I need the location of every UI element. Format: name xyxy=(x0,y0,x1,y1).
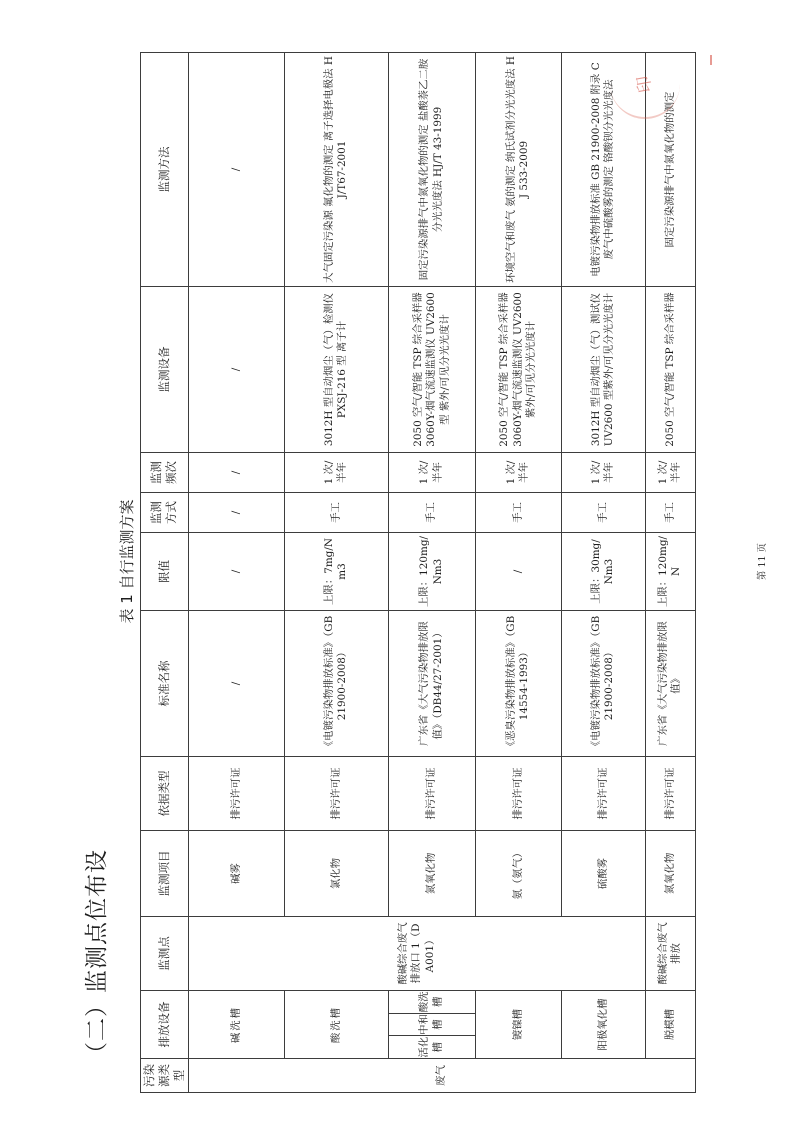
device-cell: / xyxy=(188,287,284,453)
basis-cell: 排污许可证 xyxy=(188,757,284,831)
seal-stamp: 印 xyxy=(610,0,680,119)
mode-cell: 手工 xyxy=(645,493,695,533)
header-point: 监测点 xyxy=(141,917,189,991)
monitoring-point-cell: 酸碱综合废气排放口 1（DA001） xyxy=(188,917,645,991)
header-method: 监测方法 xyxy=(141,53,189,287)
device-cell: 2050 空气/智能 TSP 综合采样器 xyxy=(645,287,695,453)
header-freq: 监测频次 xyxy=(141,453,189,493)
freq-cell: 1 次/半年 xyxy=(645,453,695,493)
header-mode: 监测方式 xyxy=(141,493,189,533)
freq-cell: 1 次/半年 xyxy=(475,453,561,493)
basis-cell: 排污许可证 xyxy=(284,757,388,831)
source-type-cell: 废气 xyxy=(188,1059,695,1093)
header-basis: 依据类型 xyxy=(141,757,189,831)
device-cell: 2050 空气/智能 TSP 综合采样器 3060Y-烟气流速监测仪 UV2600 紫外/可见分光光度计 xyxy=(475,287,561,453)
basis-cell: 排污许可证 xyxy=(388,757,475,831)
basis-cell: 排污许可证 xyxy=(645,757,695,831)
device-cell: 2050 空气/智能 TSP 综合采样器 3060Y-烟气流速监测仪 UV2600 型 紫外/可见分光光度计 xyxy=(388,287,475,453)
equipment-cell: 中和槽 xyxy=(389,1013,475,1036)
monitoring-plan-table xyxy=(140,52,696,1093)
header-device: 监测设备 xyxy=(141,287,189,453)
mode-cell: 手工 xyxy=(475,493,561,533)
freq-cell: 1 次/半年 xyxy=(284,453,388,493)
standard-cell: 《电镀污染物排放标准》（GB 21900-2008） xyxy=(284,611,388,757)
standard-cell: / xyxy=(188,611,284,757)
mode-cell: 手工 xyxy=(388,493,475,533)
equipment-cell: 镀镍槽 xyxy=(475,991,561,1059)
device-cell: 3012H 型自动烟尘（气）测试仪 UV2600 型紫外/可见分光光度计 xyxy=(561,287,645,453)
freq-cell: / xyxy=(188,453,284,493)
item-cell: 硫酸雾 xyxy=(561,831,645,917)
equipment-cell: 酸洗槽 xyxy=(418,991,444,1013)
section-title: （二）监测点位布设 xyxy=(84,849,110,1065)
monitoring-point-cell: 酸碱综合废气排放 xyxy=(645,917,695,991)
item-cell: 碱雾 xyxy=(188,831,284,917)
header-standard: 标准名称 xyxy=(141,611,189,757)
standard-cell: 《电镀污染物排放标准》（GB 21900-2008） xyxy=(561,611,645,757)
table-row xyxy=(645,53,695,1093)
limit-cell: / xyxy=(475,533,561,611)
limit-cell: 上限：120mg/N xyxy=(645,533,695,611)
basis-cell: 排污许可证 xyxy=(475,757,561,831)
method-cell: 大气固定污染源 氟化物的测定 离子选择电极法 HJ/T67-2001 xyxy=(284,53,388,287)
method-cell: / xyxy=(188,53,284,287)
header-item: 监测项目 xyxy=(141,831,189,917)
equipment-cell: 活化槽 xyxy=(389,1035,475,1058)
standard-cell: 广东省《大气污染物排放限值》（DB44/27-2001） xyxy=(388,611,475,757)
limit-cell: 上限：120mg/Nm3 xyxy=(388,533,475,611)
item-cell: 氯化物 xyxy=(284,831,388,917)
mode-cell: / xyxy=(188,493,284,533)
method-cell: 固定污染源排气中氮氧化物的测定 xyxy=(645,53,695,287)
equipment-cell: 碱洗槽 xyxy=(188,991,284,1059)
basis-cell: 排污许可证 xyxy=(561,757,645,831)
equipment-cell: 酸洗槽 xyxy=(284,991,388,1059)
header-source-type: 污染源类型 xyxy=(141,1059,189,1093)
limit-cell: / xyxy=(188,533,284,611)
item-cell: 氨（氨气） xyxy=(475,831,561,917)
method-cell: 固定污染源排气中氮氧化物的测定 盐酸萘乙二胺分光光度法 HJ/T 43-1999 xyxy=(388,53,475,287)
table-row xyxy=(188,53,284,1093)
method-cell: 电镀污染物排放标准 GB 21900-2008 附录 C 废气中硫酸雾的测定 铬酸钡分光光度法 xyxy=(561,53,645,287)
device-cell: 3012H 型自动烟尘（气）检测仪 PXSJ-216 型 离子计 xyxy=(284,287,388,453)
mode-cell: 手工 xyxy=(561,493,645,533)
header-limit: 限值 xyxy=(141,533,189,611)
standard-cell: 《恶臭污染物排放标准》（GB14554-1993） xyxy=(475,611,561,757)
standard-cell: 广东省《大气污染物排放限值》 xyxy=(645,611,695,757)
freq-cell: 1 次/半年 xyxy=(561,453,645,493)
limit-cell: 上限：30mg/Nm3 xyxy=(561,533,645,611)
limit-cell: 上限：7mg/Nm3 xyxy=(284,533,388,611)
table-header-row xyxy=(141,53,189,1093)
equipment-cell: 阳极氧化槽 xyxy=(561,991,645,1059)
page-number: 第 11 页 xyxy=(757,542,768,581)
equipment-cell: 脱模槽 xyxy=(645,991,695,1059)
table-caption: 表 1 自行监测方案 xyxy=(118,499,136,624)
item-cell: 氮氧化物 xyxy=(388,831,475,917)
header-equipment: 排放设备 xyxy=(141,991,189,1059)
equipment-split-cell xyxy=(388,991,475,1059)
freq-cell: 1 次/半年 xyxy=(388,453,475,493)
method-cell: 环境空气和废气 氨的测定 纳氏试剂分光光度法 HJ 533-2009 xyxy=(475,53,561,287)
item-cell: 氮氧化物 xyxy=(645,831,695,917)
mode-cell: 手工 xyxy=(284,493,388,533)
